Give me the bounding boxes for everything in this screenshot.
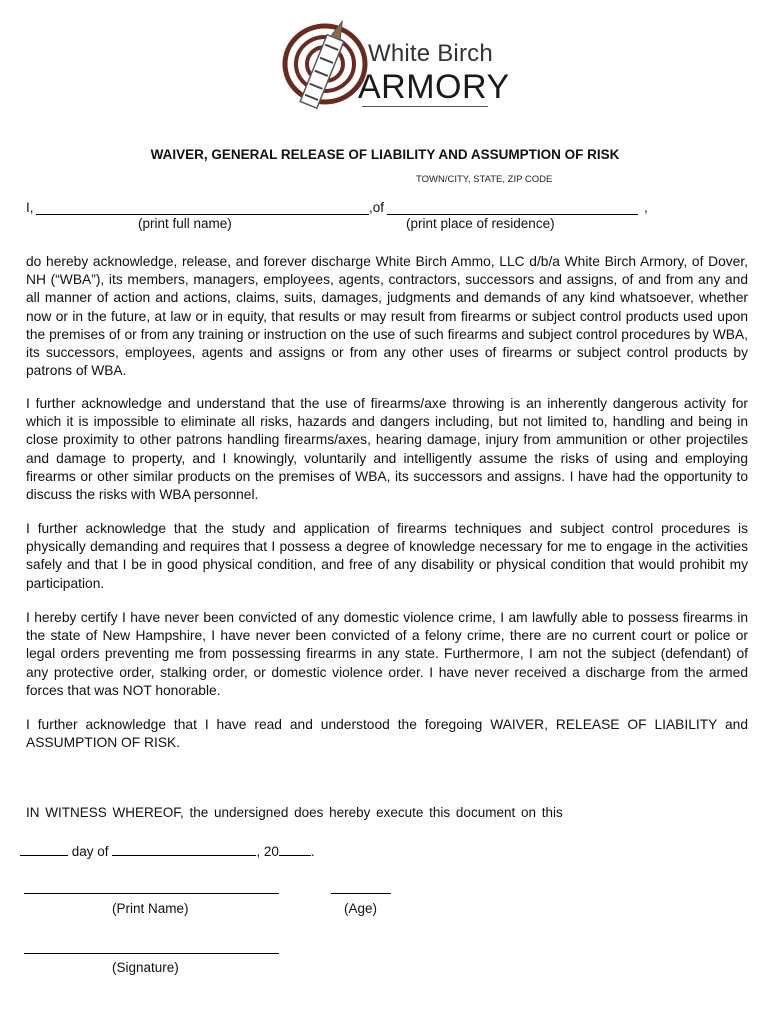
age-line[interactable] xyxy=(331,893,391,894)
certification-paragraph: I hereby certify I have never been convicted of any domestic violence crime, I am lawfully able to possess firearms in the state of New Hampshire, I have never been convicted of a felony crime, there are no current court or police or legal orders preventing me from possessing firearms in any state. Furthermore, I am not the subject (defendant) of any protective order, stalking order, or domestic violence order. I have never received a discharge from the armed forces that was NOT honorable. xyxy=(26,610,748,698)
logo-line-2: ARMORY xyxy=(358,68,510,106)
age-label: (Age) xyxy=(344,901,378,916)
risk-paragraph: I further acknowledge and understand that the use of firearms/axe throwing is an inherently dangerous activity for which it is impossible to eliminate all risks, hazards and dangers including, but not limited to, handling and being in close proximity to other patrons handling firearms/axes, hearing damage, injury from ammunition or other projectiles and damage to property, and I knowingly, voluntarily and intelligently assume the risks of using and employing firearms or other similar products on the premises of WBA, its successors and assigns. I have had the opportunity to discuss the risks with WBA personnel. xyxy=(26,396,748,503)
date-end-text: . xyxy=(310,844,315,859)
acknowledgement-paragraph: I further acknowledge that I have read and understood the foregoing WAIVER, RELEASE OF LIABILITY and ASSUMPTION OF RISK. xyxy=(26,717,748,751)
document-title: WAIVER, GENERAL RELEASE OF LIABILITY AND ASSUMPTION OF RISK xyxy=(150,147,620,162)
print-full-name-label: (print full name) xyxy=(138,216,232,231)
witness-statement: IN WITNESS WHEREOF, the undersigned does hereby execute this document on this xyxy=(26,805,563,820)
signature-label: (Signature) xyxy=(112,960,179,975)
month-field[interactable] xyxy=(112,843,256,856)
residence-field[interactable] xyxy=(387,214,638,215)
of-text: ,of xyxy=(369,200,385,215)
full-name-field[interactable] xyxy=(36,214,369,215)
physical-condition-paragraph: I further acknowledge that the study and application of firearms techniques and subject control procedures is physically demanding and requires that I possess a degree of knowledge necessary for me to engage in the activities safely and that I be in good physical condition, and free of any disability or physical condition that would prohibit my participation. xyxy=(26,521,748,591)
logo-line-1: White Birch xyxy=(368,40,493,67)
date-line xyxy=(20,843,315,859)
signature-line[interactable] xyxy=(24,953,279,954)
town-city-state-label: TOWN/CITY, STATE, ZIP CODE xyxy=(416,174,553,185)
print-name-line[interactable] xyxy=(24,893,279,894)
comma-text: , xyxy=(644,200,648,215)
name-residence-row xyxy=(26,200,746,218)
year-field[interactable] xyxy=(279,843,311,856)
release-paragraph: do hereby acknowledge, release, and forever discharge White Birch Ammo, LLC d/b/a White Birch Armory, of Dover, NH (“WBA”), its members, managers, employees, agents, contractors, successors and assigns, of and from any and all manner of action and actions, claims, suits, damages, judgments and demands of any kind whatsoever, whether now or in the future, at law or in equity, that results or may result from firearms or subject control products used upon the premises of or from any training or instruction on the use of such firearms and subject control procedures by WBA, its successors, employees, agents and assigns or from any other uses of firearms or subject control products by patrons of WBA. xyxy=(26,254,748,379)
print-name-label: (Print Name) xyxy=(112,901,189,916)
year-prefix-text: , 20 xyxy=(256,844,279,859)
logo-underline xyxy=(362,106,488,107)
day-of-text: day of xyxy=(71,844,109,859)
print-residence-label: (print place of residence) xyxy=(406,216,555,231)
i-prefix: I, xyxy=(26,200,34,215)
day-field[interactable] xyxy=(20,843,68,856)
